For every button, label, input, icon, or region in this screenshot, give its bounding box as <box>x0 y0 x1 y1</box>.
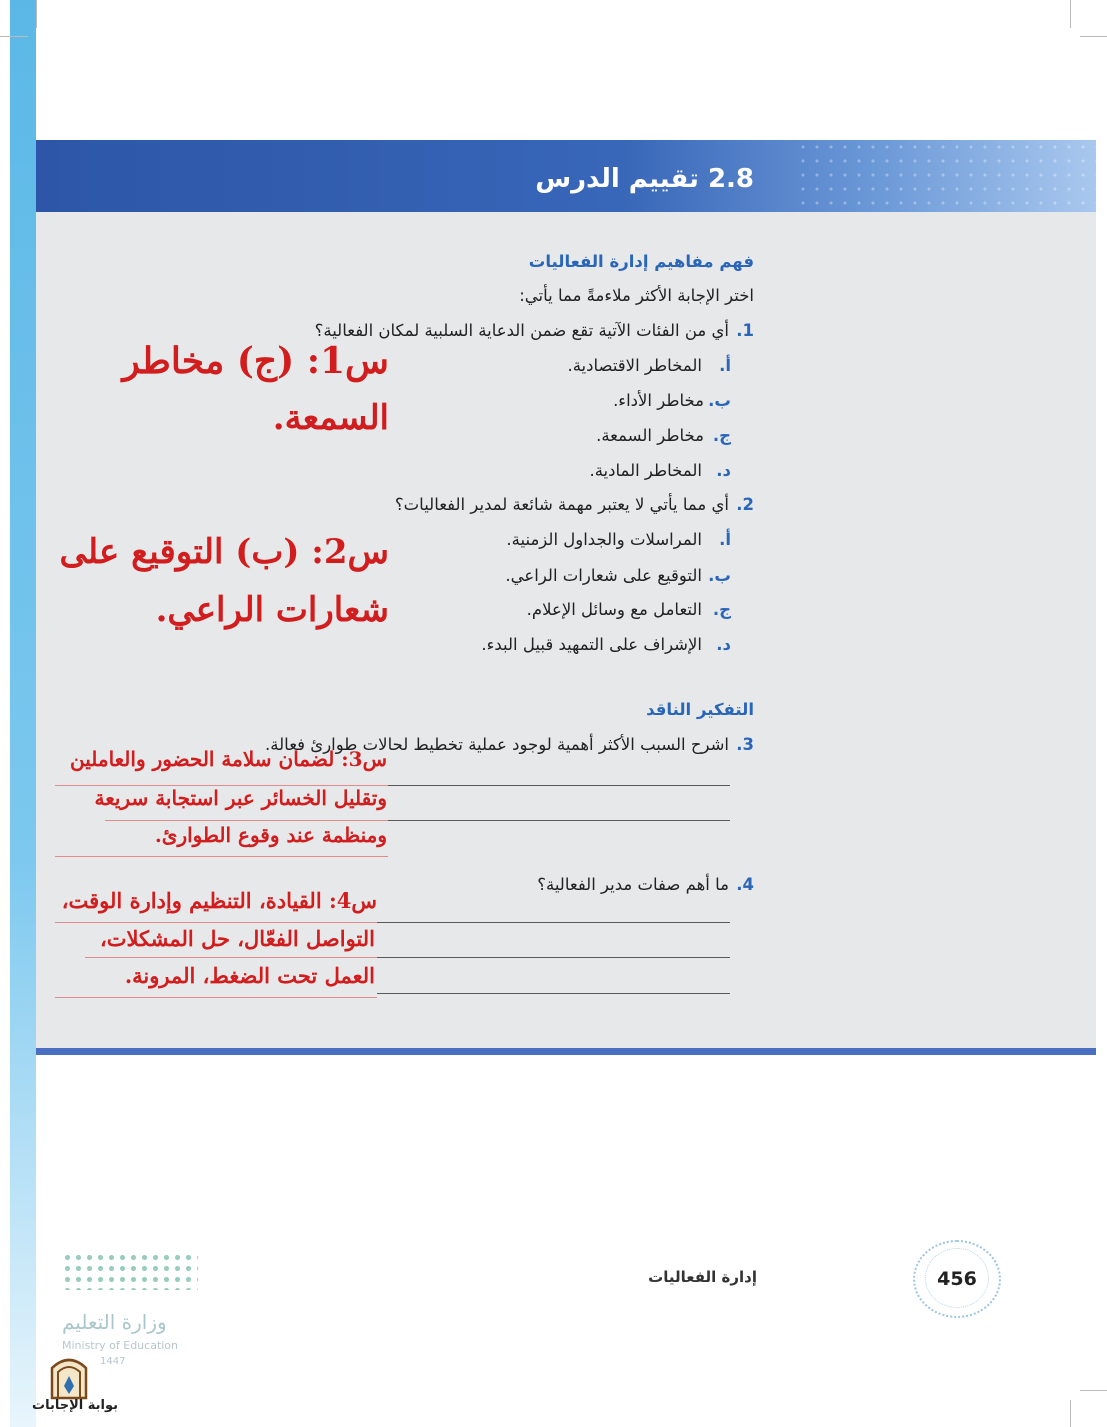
option-letter: د. <box>716 635 731 654</box>
ministry-name-ar: وزارة التعليم <box>62 1310 167 1334</box>
question-number: 2. <box>736 495 754 514</box>
option-text: مخاطر السمعة. <box>596 426 704 445</box>
handwritten-answer: س4: القيادة، التنظيم وإدارة الوقت، <box>61 888 377 913</box>
lesson-header <box>36 140 1096 212</box>
handwritten-answer: السمعة. <box>272 398 389 438</box>
answer-underline <box>105 820 388 821</box>
question-text: ما أهم صفات مدير الفعالية؟ <box>537 875 729 894</box>
question-text: أي من الفئات الآتية تقع ضمن الدعاية السلبية لمكان الفعالية؟ <box>314 321 729 340</box>
handwritten-answer: وتقليل الخسائر عبر استجابة سريعة <box>94 786 387 810</box>
page-number-badge <box>913 1240 1001 1318</box>
option-letter: ج. <box>712 600 731 619</box>
option-letter: ب. <box>708 566 731 585</box>
handwritten-answer: س3: لضمان سلامة الحضور والعاملين <box>69 747 387 771</box>
option-letter: أ. <box>719 530 731 549</box>
answer-underline <box>55 997 377 998</box>
handwritten-answer: التواصل الفعّال، حل المشكلات، <box>99 926 375 951</box>
question-text: اشرح السبب الأكثر أهمية لوجود عملية تخطيط لحالات طوارئ فعالة. <box>265 735 729 754</box>
ministry-logo-icon <box>62 1252 198 1290</box>
page-number: 456 <box>937 1268 977 1290</box>
answer-line <box>377 993 730 994</box>
option-text: المخاطر الاقتصادية. <box>567 356 702 375</box>
handwritten-answer: ومنظمة عند وقوع الطوارئ. <box>154 823 387 847</box>
answer-underline <box>85 957 377 958</box>
handwritten-answer: س1: (ج) مخاطر <box>122 340 389 382</box>
option-text: الإشراف على التمهيد قبيل البدء. <box>481 635 702 654</box>
question-number: 3. <box>736 735 754 754</box>
handwritten-answer: العمل تحت الضغط، المرونة. <box>124 963 375 988</box>
crop-mark <box>1080 1390 1107 1391</box>
bottom-rule <box>36 1048 1096 1055</box>
book-title: إدارة الفعاليات <box>648 1268 757 1286</box>
option-letter: ب. <box>708 391 731 410</box>
question-number: 1. <box>736 321 754 340</box>
watermark-logo-icon <box>48 1350 90 1400</box>
answer-underline <box>55 922 377 923</box>
answer-line <box>387 785 730 786</box>
option-text: التعامل مع وسائل الإعلام. <box>526 600 702 619</box>
question-text: أي مما يأتي لا يعتبر مهمة شائعة لمدير الفعاليات؟ <box>394 495 729 514</box>
option-text: المخاطر المادية. <box>589 461 702 480</box>
ministry-name-en: Ministry of Education <box>62 1339 179 1352</box>
option-text: التوقيع على شعارات الراعي. <box>505 566 702 585</box>
crop-mark <box>1070 0 1071 28</box>
option-letter: د. <box>716 461 731 480</box>
instruction-text: اختر الإجابة الأكثر ملاءمةً مما يأتي: <box>519 286 754 305</box>
question-number: 4. <box>736 875 754 894</box>
lesson-title: 2.8 تقييم الدرس <box>535 164 754 194</box>
ministry-year: 1447 <box>100 1356 126 1367</box>
answer-line <box>387 820 730 821</box>
answer-line <box>377 957 730 958</box>
option-text: المراسلات والجداول الزمنية. <box>506 530 702 549</box>
handwritten-answer: شعارات الراعي. <box>155 590 389 630</box>
watermark-text: بوابة الإجابات <box>32 1398 118 1413</box>
handwritten-answer: س2: (ب) التوقيع على <box>59 532 389 572</box>
section-heading: فهم مفاهيم إدارة الفعاليات <box>528 252 754 271</box>
left-decorative-strip <box>10 0 36 1427</box>
answer-underline <box>55 856 388 857</box>
option-letter: أ. <box>719 356 731 375</box>
crop-mark <box>36 0 37 28</box>
option-letter: ج. <box>712 426 731 445</box>
crop-mark <box>1070 1400 1071 1427</box>
crop-mark <box>1080 36 1107 37</box>
crop-mark <box>0 36 28 37</box>
answer-line <box>377 922 730 923</box>
option-text: مخاطر الأداء. <box>613 391 704 410</box>
section-heading: التفكير الناقد <box>646 700 754 719</box>
